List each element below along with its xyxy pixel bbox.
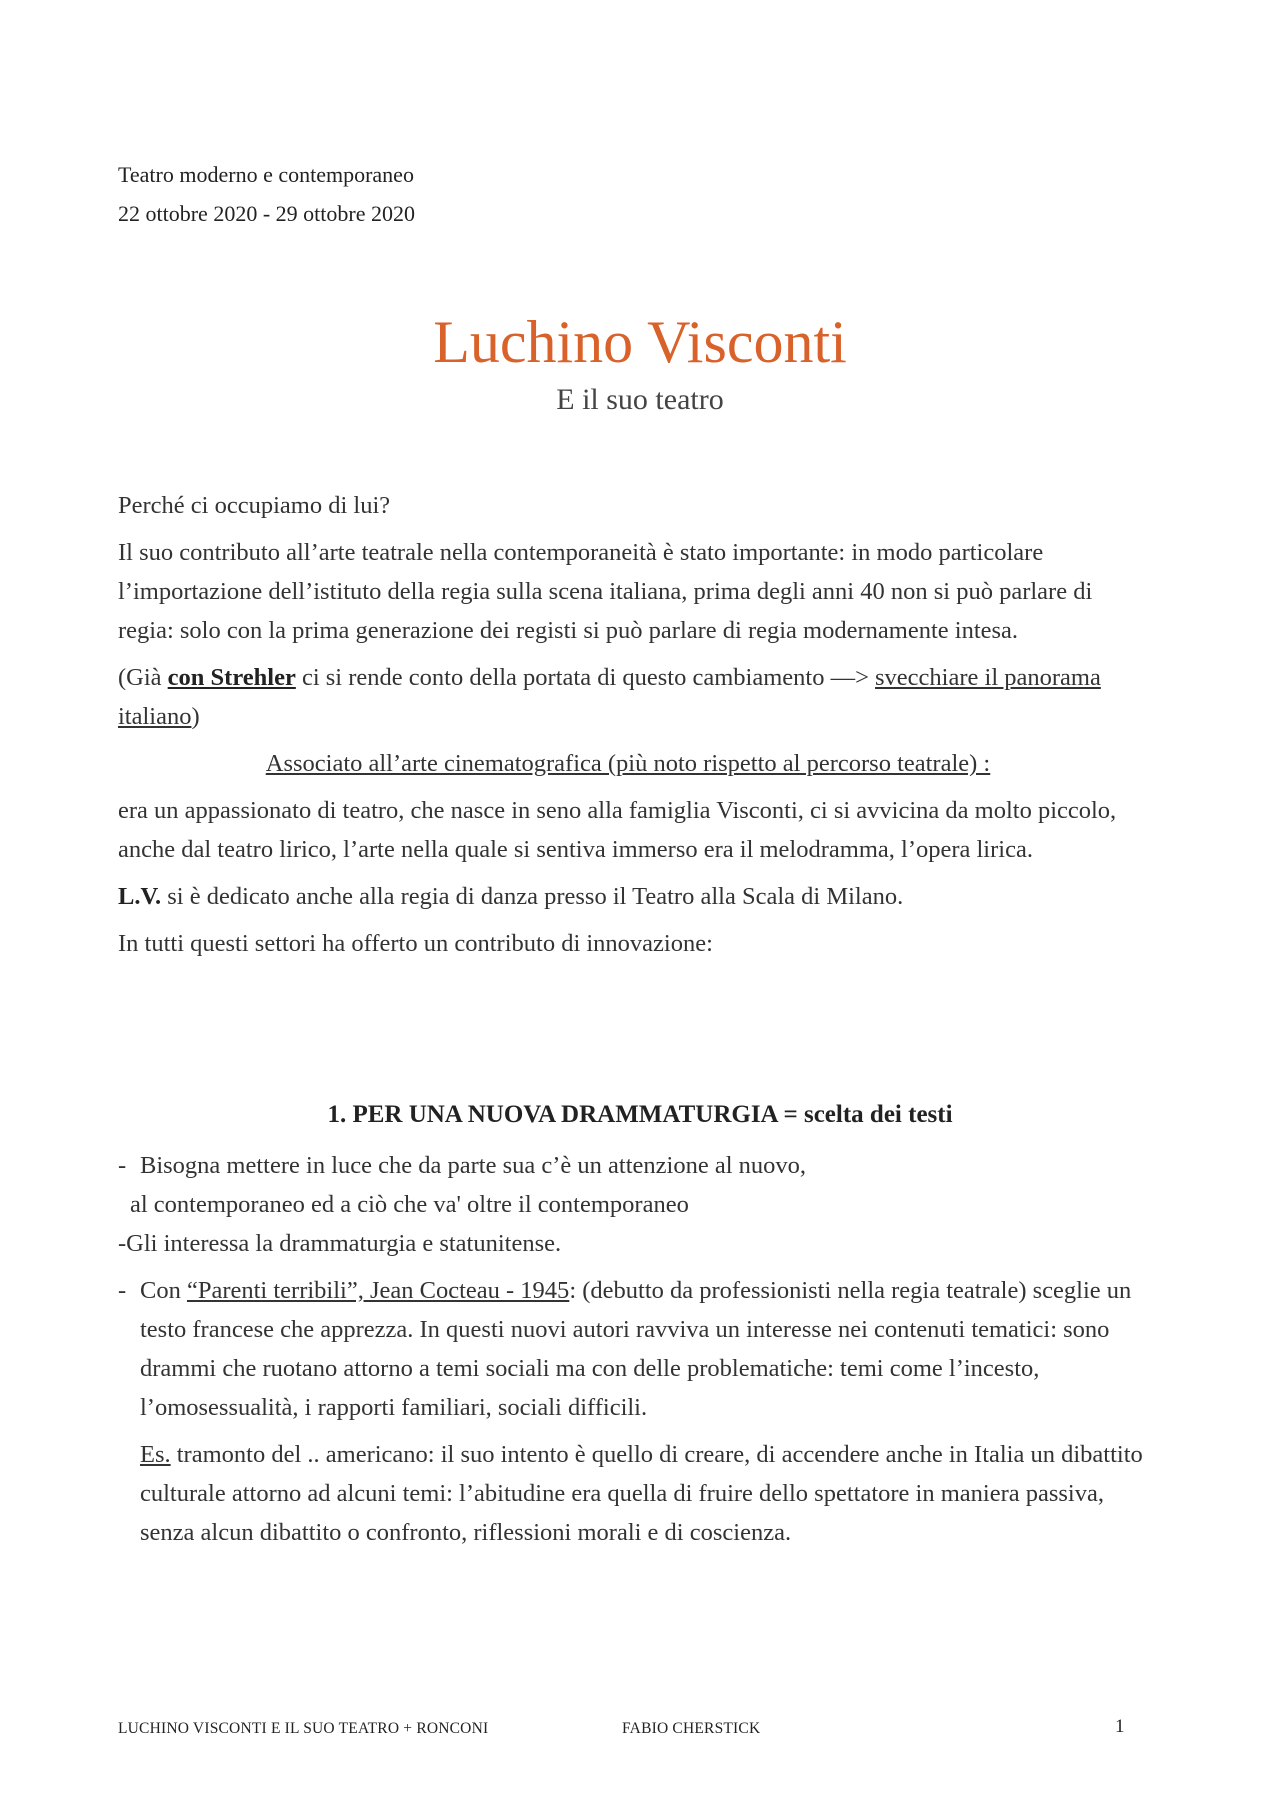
- strehler-link: svecchiare il panorama italiano: [118, 664, 1101, 730]
- intro-paragraph-1: Il suo contributo all’arte teatrale nella contemporaneità è stato importante: in modo particolare l’importazione dell’istituto della regia sulla scena italiana, prima degli anni 40 non si può parlare di regia: solo con la prima generazione dei registi si può parlare di regia modernamente intesa.: [118, 539, 1093, 644]
- intro-paragraph-3: In tutti questi settori ha offerto un contributo di innovazione:: [118, 930, 713, 957]
- dash-bullet: -: [118, 1277, 127, 1304]
- footer-title: LUCHINO VISCONTI E IL SUO TEATRO + RONCONI: [118, 1720, 489, 1737]
- strehler-close: ): [191, 703, 200, 730]
- page-number: 1: [1115, 1716, 1125, 1737]
- page-title: Luchino Visconti: [433, 309, 847, 375]
- section-list: [118, 1146, 1158, 1552]
- example-paragraph: [118, 1435, 1158, 1552]
- example-text: tramonto del .. americano: il suo intento è quello di creare, di accendere anche in Italia un dibattito culturale attorno ad alcuni temi: l’abitudine era quella di fruire dello spettatore in maniera passiva, senza alcun dibattito o confronto, riflessioni morali e di coscienza.: [140, 1441, 1143, 1546]
- lv-rest: si è dedicato anche alla regia di danza presso il Teatro alla Scala di Milano.: [161, 883, 904, 910]
- course-name: Teatro moderno e contemporaneo: [118, 162, 414, 187]
- document-header: [118, 155, 415, 233]
- course-dates: 22 ottobre 2020 - 29 ottobre 2020: [118, 201, 415, 226]
- item3-text: [140, 1271, 1158, 1427]
- example-label: Es.: [140, 1441, 171, 1468]
- associated-line: [118, 744, 1138, 783]
- dash-bullet: -: [118, 1152, 127, 1179]
- strehler-mid: ci si rende conto della portata di questo cambiamento —>: [295, 664, 876, 691]
- footer-author: FABIO CHERSTICK: [622, 1720, 761, 1737]
- list-item: -Gli interessa la drammaturgia e statunitense.: [118, 1230, 562, 1257]
- list-item: [118, 1146, 1158, 1185]
- item1-line2: al contemporaneo ed a ciò che va' oltre il contemporaneo: [130, 1191, 689, 1218]
- item1-line1: Bisogna mettere in luce che da parte sua c’è un attenzione al nuovo,: [140, 1152, 806, 1179]
- intro-question: Perché ci occupiamo di lui?: [118, 492, 391, 519]
- lv-bold: L.V.: [118, 883, 162, 910]
- section-heading: 1. PER UNA NUOVA DRAMMATURGIA = scelta dei testi: [327, 1101, 953, 1128]
- item3-link: “Parenti terribili”, Jean Cocteau - 1945: [186, 1277, 570, 1304]
- page-subtitle: E il suo teatro: [556, 383, 724, 416]
- associated-text: Associato all’arte cinematografica (più noto rispetto al percorso teatrale) :: [265, 750, 991, 777]
- strehler-open: (Già: [118, 664, 168, 691]
- item3-prefix: Con: [140, 1277, 187, 1304]
- intro-paragraph-2: era un appassionato di teatro, che nasce in seno alla famiglia Visconti, ci si avvicina da molto piccolo, anche dal teatro lirico, l’arte nella quale si sentiva immerso era il melodramma, l’opera lirica.: [118, 797, 1117, 863]
- lv-paragraph: [118, 877, 1138, 916]
- list-item: [118, 1271, 1158, 1427]
- strehler-paragraph: [118, 658, 1138, 736]
- intro-section: [118, 486, 1138, 971]
- item3-rest: : (debutto da professionisti nella regia teatrale) sceglie un testo francese che apprezza. In questi nuovi autori ravviva un interesse nei contenuti tematici: sono drammi che ruotano attorno a temi sociali ma con delle problematiche: temi come l’incesto, l’omosessualità, i rapporti familiari, sociali difficili.: [140, 1277, 1132, 1421]
- strehler-bold: con Strehler: [167, 664, 296, 691]
